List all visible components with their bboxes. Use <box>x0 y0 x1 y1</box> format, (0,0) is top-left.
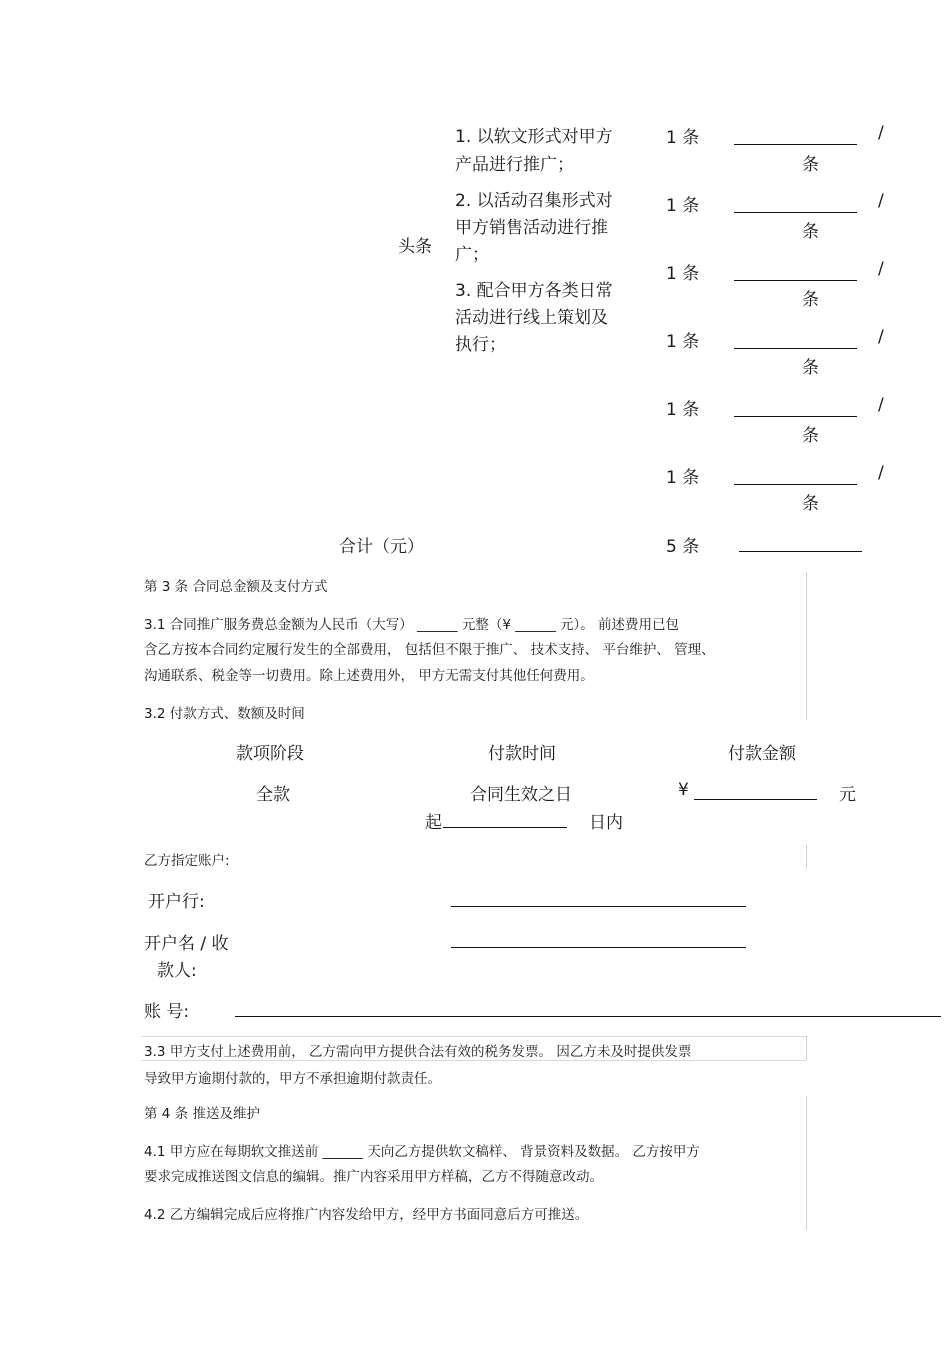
item-1-line-2: 产品进行推广； <box>455 155 574 175</box>
row-slash: / <box>878 395 884 415</box>
account-name-label-line-2: 款人: <box>157 961 197 981</box>
account-name-blank <box>451 947 746 948</box>
bank-blank <box>451 906 746 907</box>
clause-3-1-line-3: 沟通联系、税金等一切费用。除上述费用外， 甲方无需支付其他任何费用。 <box>144 668 594 684</box>
clause-3-3-line-2: 导致甲方逾期付款的，甲方不承担逾期付款责任。 <box>144 1071 441 1087</box>
header-amount: 付款金额 <box>728 744 796 764</box>
pay-time-line-1: 合同生效之日 <box>470 785 572 805</box>
pay-amount-blank <box>694 799 817 800</box>
fill-in-blank <box>734 212 857 213</box>
fill-in-blank <box>734 144 857 145</box>
article-4-heading: 第 4 条 推送及维护 <box>144 1106 260 1122</box>
row-slash: / <box>878 123 884 143</box>
row-count: 1 条 <box>666 196 700 216</box>
row-unit: 条 <box>802 494 819 514</box>
border-line <box>142 1036 806 1037</box>
row-unit: 条 <box>802 290 819 310</box>
clause-4-2: 4.2 乙方编辑完成后应将推广内容发给甲方，经甲方书面同意后方可推送。 <box>144 1207 589 1223</box>
header-stage: 款项阶段 <box>236 744 304 764</box>
account-name-label-line-1: 开户名 / 收 <box>144 934 229 954</box>
item-1-line-1: 1. 以软文形式对甲方 <box>455 127 613 147</box>
item-2-line-2: 甲方销售活动进行推 <box>455 218 608 238</box>
pay-days-blank <box>443 827 567 828</box>
item-2-line-3: 广； <box>455 245 489 265</box>
clause-3-3-line-1: 3.3 甲方支付上述费用前， 乙方需向甲方提供合法有效的税务发票。 因乙方未及时提供发票 <box>144 1044 692 1060</box>
border-line <box>806 1096 807 1230</box>
bank-label: 开户行: <box>148 892 205 912</box>
item-3-line-1: 3. 配合甲方各类日常 <box>455 281 613 301</box>
item-2-line-1: 2. 以活动召集形式对 <box>455 191 613 211</box>
row-unit: 条 <box>802 155 819 175</box>
fill-in-blank <box>734 484 857 485</box>
row-slash: / <box>878 463 884 483</box>
row-count: 1 条 <box>666 332 700 352</box>
border-line <box>142 1060 806 1061</box>
row-unit: 条 <box>802 426 819 446</box>
item-3-line-2: 活动进行线上策划及 <box>455 308 608 328</box>
total-blank <box>739 551 862 552</box>
row-count: 1 条 <box>666 128 700 148</box>
fill-in-blank <box>734 348 857 349</box>
total-label: 合计（元） <box>339 537 424 557</box>
border-line <box>806 845 807 869</box>
border-line <box>806 1036 807 1060</box>
row-slash: / <box>878 259 884 279</box>
total-count: 5 条 <box>666 537 700 557</box>
account-number-label: 账 号: <box>144 1002 190 1022</box>
header-time: 付款时间 <box>488 744 556 764</box>
article-3-heading: 第 3 条 合同总金额及支付方式 <box>144 579 328 595</box>
pay-stage: 全款 <box>256 785 290 805</box>
pay-time-prefix: 起 <box>425 813 442 833</box>
account-number-blank <box>235 1016 941 1017</box>
pay-time-suffix: 日内 <box>589 813 623 833</box>
border-line <box>806 572 807 720</box>
fill-in-blank <box>734 280 857 281</box>
row-count: 1 条 <box>666 400 700 420</box>
row-slash: / <box>878 327 884 347</box>
row-unit: 条 <box>802 222 819 242</box>
clause-3-2: 3.2 付款方式、数额及时间 <box>144 706 305 722</box>
item-3-line-3: 执行； <box>455 335 506 355</box>
row-slash: / <box>878 191 884 211</box>
row-label-headline: 头条 <box>398 237 432 257</box>
account-heading: 乙方指定账户: <box>144 853 230 869</box>
row-unit: 条 <box>802 358 819 378</box>
clause-4-1-line-2: 要求完成推送图文信息的编辑。推广内容采用甲方样稿，乙方不得随意改动。 <box>144 1169 603 1185</box>
pay-amount-suffix: 元 <box>839 785 856 805</box>
row-count: 1 条 <box>666 468 700 488</box>
clause-3-1-line-2: 含乙方按本合同约定履行发生的全部费用， 包括但不限于推广、 技术支持、 平台维护、 管理、 <box>144 642 715 658</box>
row-count: 1 条 <box>666 264 700 284</box>
fill-in-blank <box>734 416 857 417</box>
clause-4-1-line-1: 4.1 甲方应在每期软文推送前 ______ 天向乙方提供软文稿样、 背景资料及数据。 乙方按甲方 <box>144 1144 700 1160</box>
clause-3-1-line-1: 3.1 合同推广服务费总金额为人民币（大写） ______ 元整（¥ ______ 元）。 前述费用已包 <box>144 617 680 633</box>
pay-amount-prefix: ¥ <box>678 780 689 800</box>
